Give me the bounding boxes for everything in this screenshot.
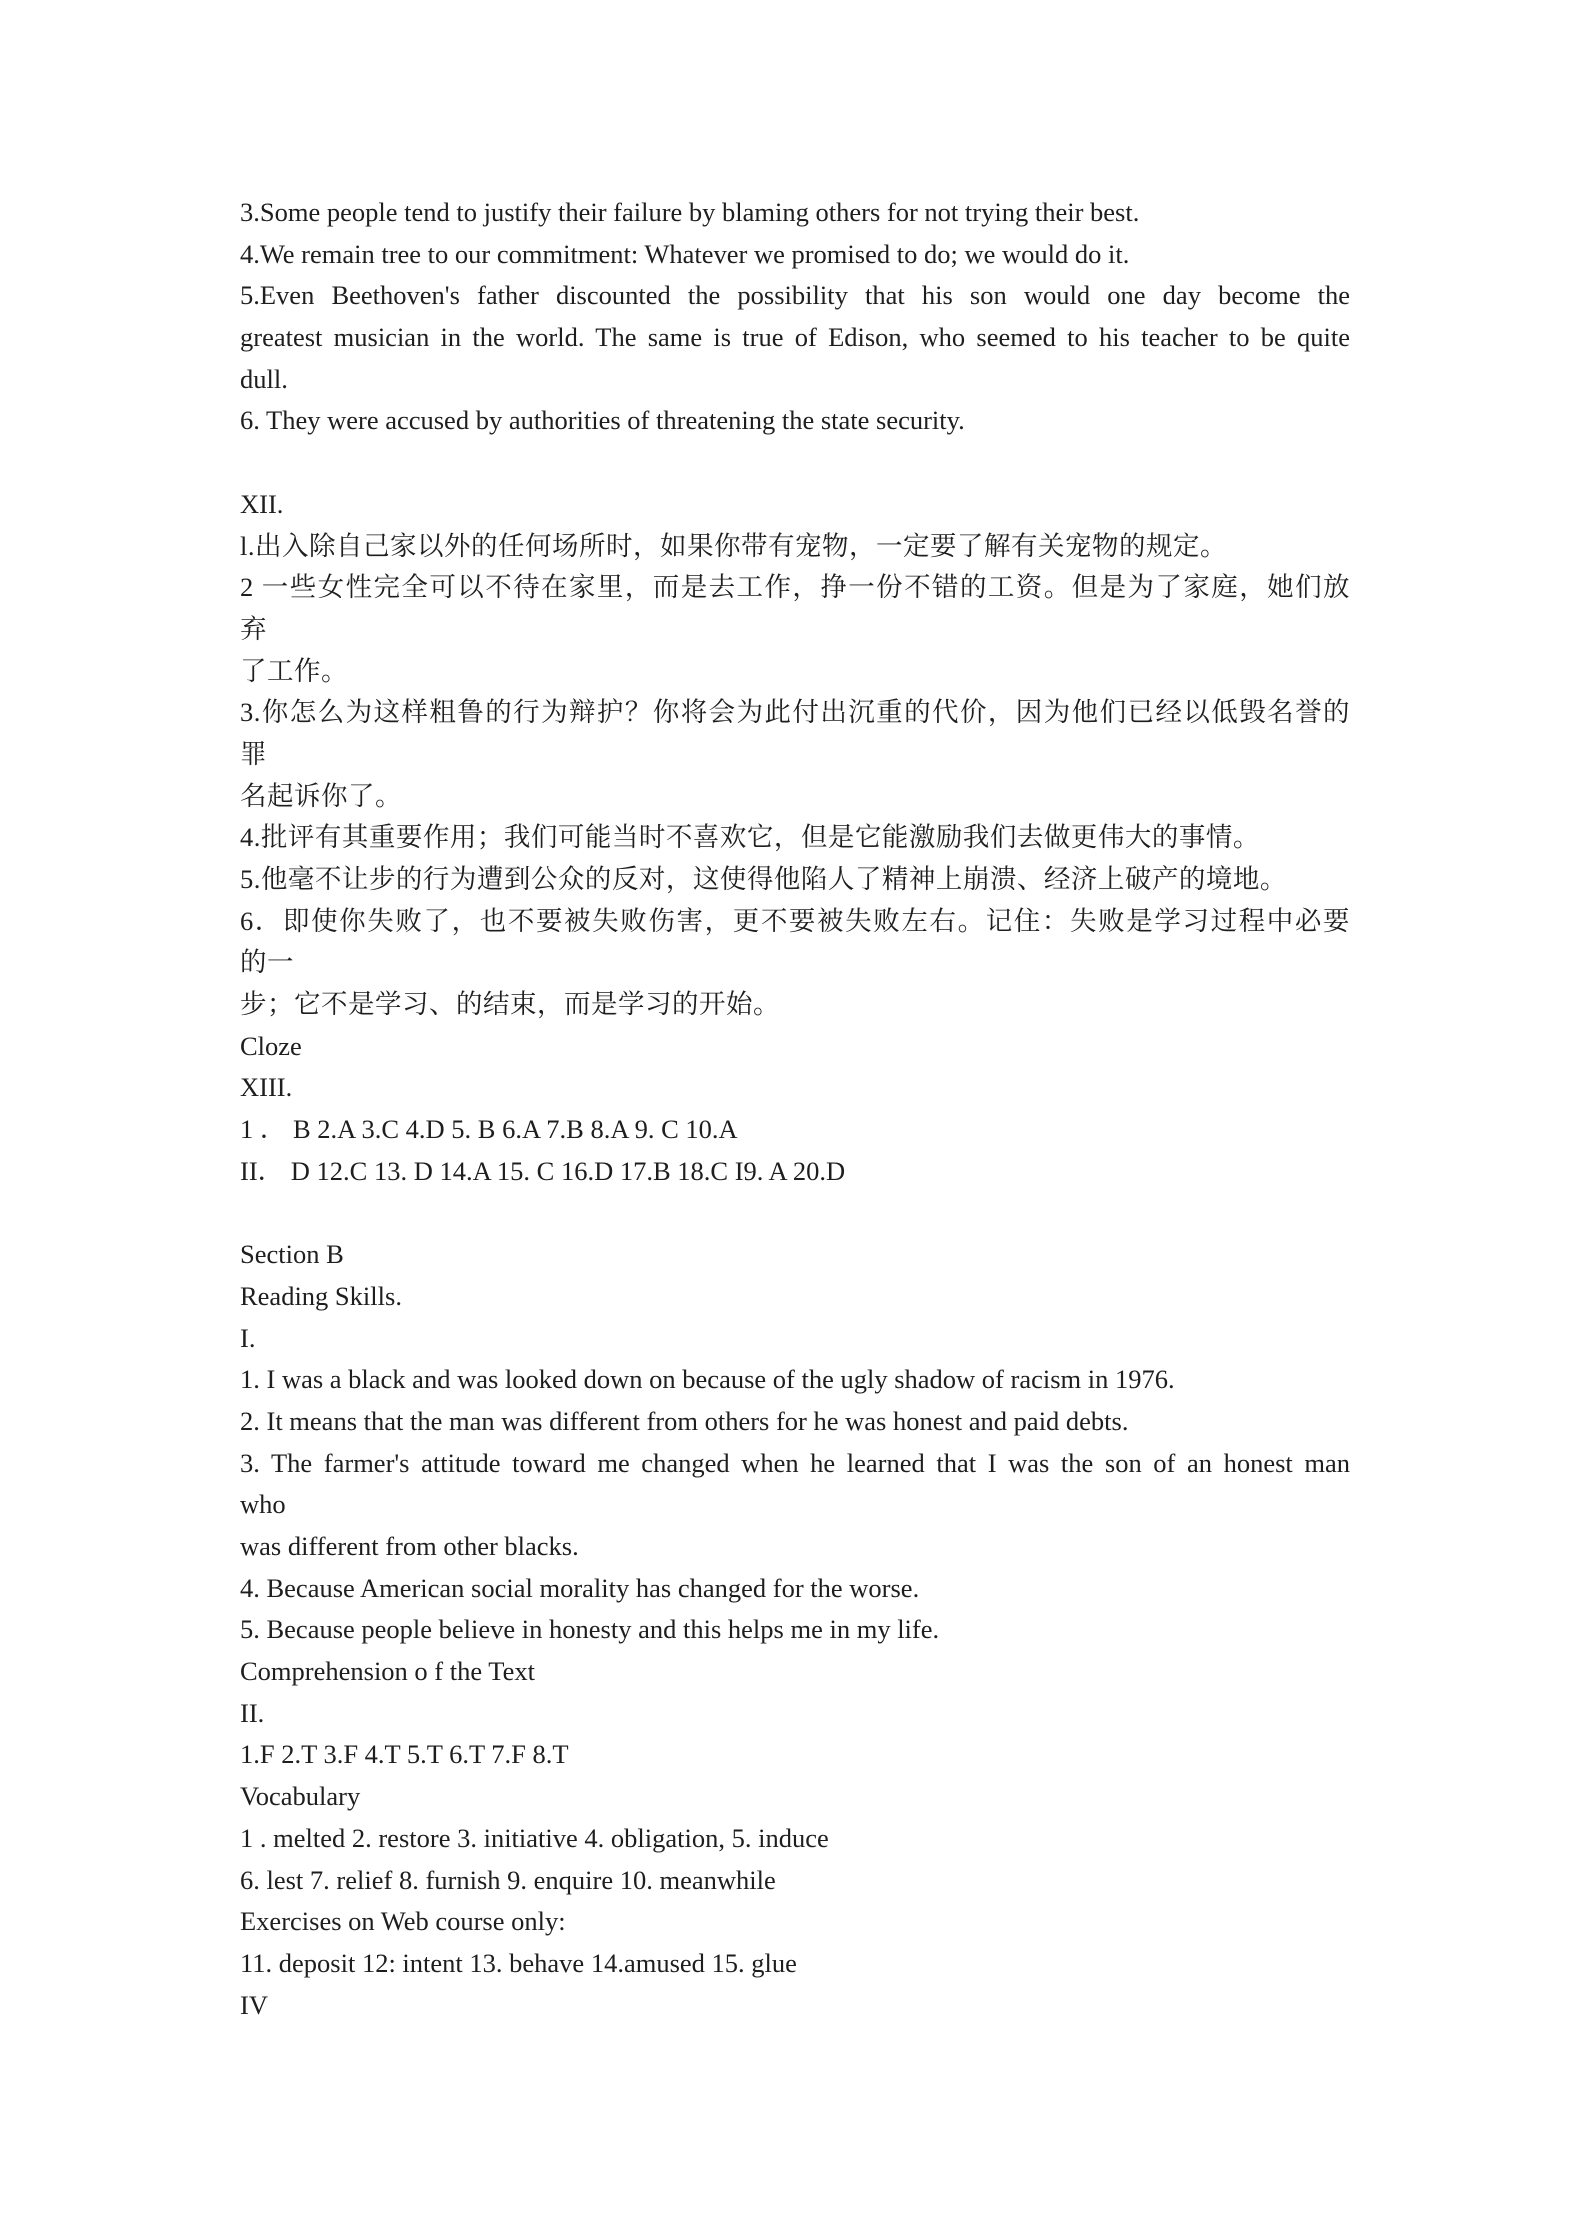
text-line: 4.We remain tree to our commitment: Whatever we promised to do; we would do it. [240, 238, 1130, 269]
text-line: 了工作。 [240, 655, 348, 686]
text-line: I. [240, 1322, 256, 1353]
text-line: 1 ． B 2.A 3.C 4.D 5. B 6.A 7.B 8.A 9. C 10.A [240, 1114, 738, 1145]
text-line: IV [240, 1989, 268, 2020]
text-line: greatest musician in the world. The same is true of Edison, who seemed to his teacher to be quite [240, 322, 1350, 353]
text-line: 6．即使你失败了，也不要被失败伤害，更不要被失败左右。记住：失败是学习过程中必要 [240, 905, 1350, 936]
text-line: 5. Because people believe in honesty and this helps me in my life. [240, 1614, 940, 1645]
text-line: 2. It means that the man was different from others for he was honest and paid debts. [240, 1405, 1129, 1436]
text-line: 1.F 2.T 3.F 4.T 5.T 6.T 7.F 8.T [240, 1739, 569, 1770]
text-line: 11. deposit 12: intent 13. behave 14.amused 15. glue [240, 1947, 797, 1978]
document-page [240, 192, 1350, 2026]
text-line: 3. The farmer's attitude toward me changed when he learned that I was the son of an honest man [240, 1447, 1350, 1478]
text-line: dull. [240, 363, 288, 394]
text-line: Cloze [240, 1030, 302, 1061]
blank-line [240, 1193, 1350, 1235]
text-line: Comprehension o f the Text [240, 1656, 535, 1687]
text-line: 的一 [240, 947, 294, 978]
text-line: 罪 [240, 738, 267, 769]
text-line: 2 一些女性完全可以不待在家里，而是去工作，挣一份不错的工资。但是为了家庭，她们放 [240, 572, 1350, 603]
text-line: 5.他毫不让步的行为遭到公众的反对，这使得他陷人了精神上崩溃、经济上破产的境地。 [240, 864, 1287, 894]
text-line: was different from other blacks. [240, 1531, 579, 1561]
text-line: 名起诉你了。 [240, 780, 402, 811]
text-line: XIII. [240, 1072, 293, 1103]
text-line: 4. Because American social morality has changed for the worse. [240, 1572, 920, 1603]
text-line: l.出入除自己家以外的任何场所时，如果你带有宠物，一定要了解有关宠物的规定。 [240, 530, 1227, 561]
text-line: 4.批评有其重要作用；我们可能当时不喜欢它，但是它能激励我们去做更伟大的事情。 [240, 822, 1260, 853]
text-line: Section B [240, 1239, 344, 1270]
text-line: 3.Some people tend to justify their failure by blaming others for not trying their best. [240, 197, 1140, 227]
text-line: who [240, 1489, 286, 1520]
text-line: 6. lest 7. relief 8. furnish 9. enquire 10. meanwhile [240, 1864, 776, 1895]
text-line: II． D 12.C 13. D 14.A 15. C 16.D 17.B 18.C I9. A 20.D [240, 1155, 846, 1186]
text-line: 5.Even Beethoven's father discounted the possibility that his son would one day become the [240, 280, 1350, 311]
text-line: Vocabulary [240, 1781, 361, 1812]
text-line: 1 . melted 2. restore 3. initiative 4. obligation, 5. induce [240, 1822, 829, 1853]
text-line: XII. [240, 488, 284, 519]
text-line: 6. They were accused by authorities of threatening the state security. [240, 405, 965, 436]
text-line: 1. I was a black and was looked down on because of the ugly shadow of racism in 1976. [240, 1364, 1175, 1395]
text-line: II. [240, 1697, 265, 1728]
text-line: 步；它不是学习、的结束，而是学习的开始。 [240, 989, 780, 1020]
text-line: Reading Skills. [240, 1280, 402, 1311]
text-line: Exercises on Web course only: [240, 1906, 566, 1937]
blank-line [240, 442, 1350, 484]
text-line: 3.你怎么为这样粗鲁的行为辩护？你将会为此付出沉重的代价，因为他们已经以低毁名誉的 [240, 697, 1350, 728]
text-line: 弃 [240, 613, 267, 644]
